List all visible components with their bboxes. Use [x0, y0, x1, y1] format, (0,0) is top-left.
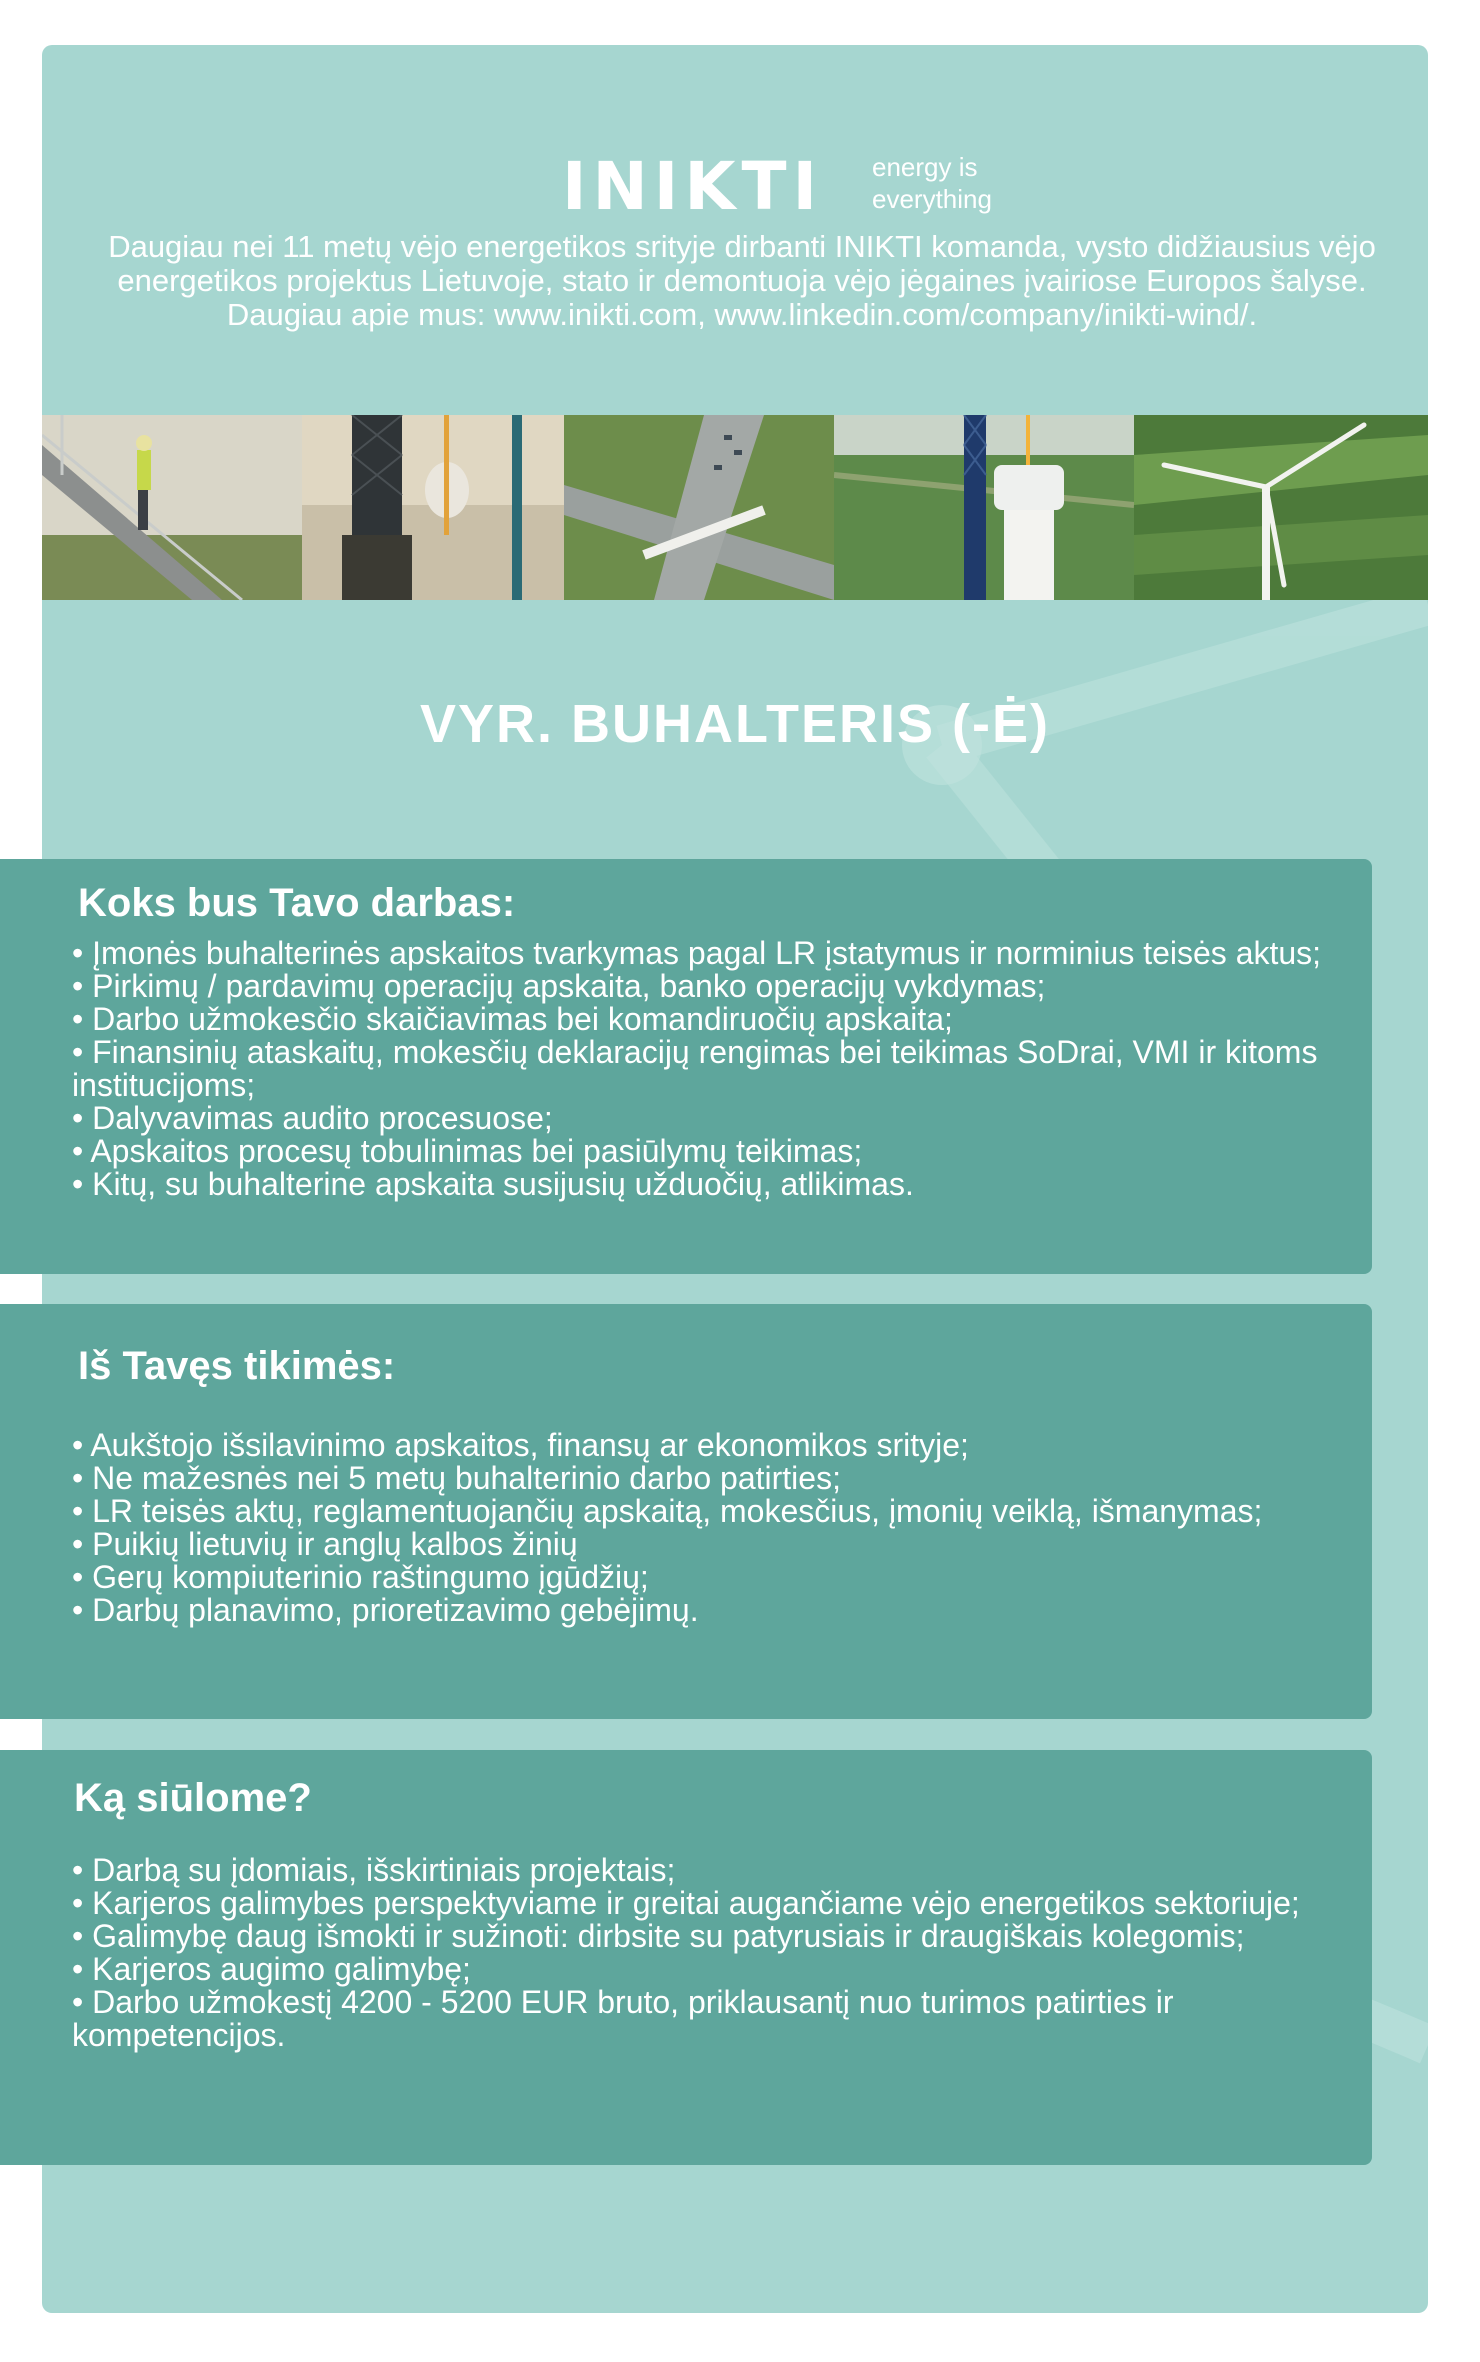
- crane-photo: [302, 415, 564, 600]
- highway-blade-transport-photo: [564, 415, 834, 600]
- section-heading: Ką siūlome?: [74, 1776, 312, 1820]
- list-item: • Gerų kompiuterinio raštingumo įgūdžių;: [72, 1559, 649, 1595]
- nacelle-lift-photo: [834, 415, 1134, 600]
- photo-strip: [42, 415, 1428, 600]
- list-item: • Darbų planavimo, prioretizavimo gebėjimų.: [72, 1592, 699, 1628]
- list-item: • Darbo užmokestį 4200 - 5200 EUR bruto, priklausantį nuo turimos patirties ir kompetencijos.: [72, 1984, 1174, 2053]
- offer-list: [72, 1854, 1342, 2052]
- list-item: • Galimybę daug išmokti ir sužinoti: dirbsite su patyrusiais ir draugiškais kolegomis;: [72, 1918, 1245, 1954]
- list-item: • Kitų, su buhalterine apskaita susijusių užduočių, atlikimas.: [72, 1166, 914, 1202]
- section-responsibilities: [0, 859, 1372, 1274]
- list-item: • Darbą su įdomiais, išskirtiniais projektais;: [72, 1852, 676, 1888]
- list-item: • Finansinių ataskaitų, mokesčių deklaracijų rengimas bei teikimas SoDrai, VMI ir kitoms institucijoms;: [72, 1034, 1318, 1103]
- requirements-list: [72, 1429, 1342, 1627]
- list-item: • Pirkimų / pardavimų operacijų apskaita, banko operacijų vykdymas;: [72, 968, 1046, 1004]
- list-item: • Puikių lietuvių ir anglų kalbos žinių: [72, 1526, 578, 1562]
- list-item: • Karjeros augimo galimybę;: [72, 1951, 471, 1987]
- list-item: • Dalyvavimas audito procesuose;: [72, 1100, 553, 1136]
- section-offer: [0, 1750, 1372, 2165]
- list-item: • Apskaitos procesų tobulinimas bei pasiūlymų teikimas;: [72, 1133, 863, 1169]
- brand-logo: [562, 103, 1162, 243]
- section-requirements: [0, 1304, 1372, 1719]
- responsibilities-list: [72, 937, 1342, 1201]
- list-item: • Įmonės buhalterinės apskaitos tvarkymas pagal LR įstatymus ir norminius teisės aktus;: [72, 935, 1322, 971]
- company-intro: Daugiau nei 11 metų vėjo energetikos srityje dirbanti INIKTI komanda, vysto didžiausius vėjo energetikos projektus Lietuvoje, stato ir demontuoja vėjo jėgaines įvairiose Europos šalyse. Daugiau apie mus: www.inikti.com, www.linkedin.com/company/inikti-wind/.: [108, 229, 1376, 332]
- list-item: • Karjeros galimybes perspektyviame ir greitai augančiame vėjo energetikos sektoriuje;: [72, 1885, 1300, 1921]
- brand-name: INIKTI: [562, 148, 824, 225]
- brand-tagline: energy is everything: [872, 152, 992, 214]
- worker-on-stairs-photo: [42, 415, 302, 600]
- list-item: • Ne mažesnės nei 5 metų buhalterinio darbo patirties;: [72, 1460, 841, 1496]
- list-item: • Aukštojo išsilavinimo apskaitos, finansų ar ekonomikos srityje;: [72, 1427, 969, 1463]
- list-item: • Darbo užmokesčio skaičiavimas bei komandiruočių apskaita;: [72, 1001, 953, 1037]
- list-item: • LR teisės aktų, reglamentuojančių apskaitą, mokesčius, įmonių veiklą, išmanymas;: [72, 1493, 1263, 1529]
- wind-turbine-field-photo: [1134, 415, 1428, 600]
- section-heading: Koks bus Tavo darbas:: [78, 881, 516, 925]
- job-title: VYR. BUHALTERIS (-Ė): [420, 694, 1050, 754]
- section-heading: Iš Tavęs tikimės:: [78, 1344, 396, 1388]
